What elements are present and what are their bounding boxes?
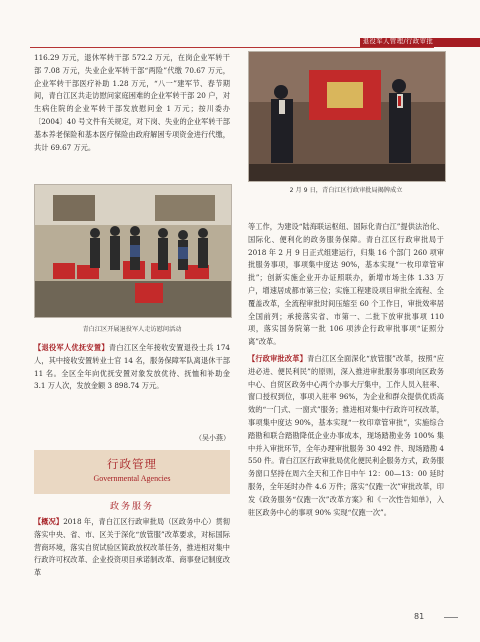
caption-bureau-unveiling: 2 月 9 日，青白江区行政审批局揭牌成立 — [289, 187, 403, 194]
right-paragraph-1: 等工作，为建设“陆海联运枢纽、国际化青白江”提供法治化、国际化、便利化的政务服务保障。青白江区行政审批局于 2018 年 2 月 9 日正式组建运行，归集 16 个部门 260 项审批服务事项，事项集中度达 90%，基本实现“一枚印章管审批”；创新实施企业开办证照联办，新增市场主体 1.33 万户，增速居成都市第三位；实施工程建设项目审批全流程、全覆盖改革，全流程审批时间压缩至 60 个工作日，审批效率居全国前列；承接落实省、市第一、二批下放审批事项 110 项，落实国务院第一批 106 项涉企行政审批事项“证照分离”改革。 — [248, 222, 444, 347]
banner-title: 行政管理 — [107, 457, 157, 471]
section-banner — [34, 450, 230, 494]
tag-admin-reform: 【行政审批改革】 — [248, 353, 308, 363]
photo-bureau-unveiling — [248, 51, 446, 182]
left-paragraph-2-text: 青白江区全年接收安置退役士兵 174 人，其中接收安置转业士官 14 名，服务保障军队离退休干部 11 名。全区全年向优抚安置对象发放优待、抚恤和补助金 3.1 万人次，发放金额 3 898.74 万元。 — [34, 343, 230, 391]
left-column-bottom — [34, 516, 230, 580]
tag-veteran-placement: 【退役军人优抚安置】 — [34, 343, 109, 352]
photo-veterans-visit — [34, 184, 232, 318]
subsection-heading: 政务服务 — [109, 502, 154, 512]
banner-subtitle: Governmental Agencies — [93, 474, 171, 483]
page-header — [0, 0, 480, 46]
right-paragraph-2 — [248, 353, 444, 519]
page-number: 81 — [414, 612, 425, 621]
header-rule — [30, 47, 434, 48]
left-paragraph-3-text: 2018 年，青白江区行政审批局（区政务中心）贯彻落实中央、省、市、区关于深化“放管服”改革要求，对标国际营商环境，落实自贸试验区简政放权改革任务，推进相对集中行政许可权改革、企业投资项目承诺制改革、商事登记制度改革 — [34, 517, 230, 578]
left-paragraph-2 — [34, 342, 230, 393]
section-tag: 退役军人管理/行政审批 — [362, 38, 434, 45]
page-number-rule — [444, 617, 458, 618]
author-note: （吴小燕） — [195, 434, 230, 442]
tag-overview: 【概况】 — [34, 517, 64, 526]
left-column-middle — [34, 342, 230, 393]
caption-veterans-visit: 青白江区开展退役军人走访慰问活动 — [82, 326, 182, 333]
right-paragraph-2-text: 青白江区全面深化“放管服”改革，按照“应进必进、便民利民”的原则，深入推进审批服务事项向区政务中心、自贸区政务中心两个办事大厅集中，工作人员入驻率、窗口授权到位，事项入驻率 96%，为企业和群众提供优质高效的“一门式、一窗式”服务；推进相对集中行政许可权改革，事项集中度达 90%，基本实现“一枚印章管审批”，实施综合踏勘和联合踏勘降低企业办事成本，现场踏勘业务 100% 集中并入审批环节，全年办理审批服务 30 492 件、现场踏勘 4 550 件。青白江区行政审批局优化便民利企服务方式，政务服务窗口坚持在周六全天和工作日中午 12：00—13：00 延时服务，全年延时办件 4.6 万件；落实“仅跑一次”审批改革，印发《政务服务“仅跑一次”改革方案》和《一次性告知单》，入驻区政务中心的事项 90% 实现“仅跑一次”。 — [248, 353, 444, 517]
right-column — [248, 221, 444, 519]
left-paragraph-3 — [34, 516, 230, 580]
left-paragraph-1: 116.29 万元，退休军转干部 572.2 万元，在岗企业军转干部 7.08 万元，失业企业军转干部“两险”代缴 70.67 万元，企业军转干部医疗补助 1.28 万元，“八一”建军节、春节期间，青白江区共走访慰问家庭困难的企业军转干部 20 户，对生病住院的企业军转干部发放慰问金 1 万元；按川委办〔2004〕40 号文件有关规定，对下岗、失业的企业军转干部基本养老保险和基本医疗保险由政府解困专项资金进行代缴，共计 69.67 万元。 — [34, 53, 230, 152]
left-column-top — [34, 52, 230, 154]
